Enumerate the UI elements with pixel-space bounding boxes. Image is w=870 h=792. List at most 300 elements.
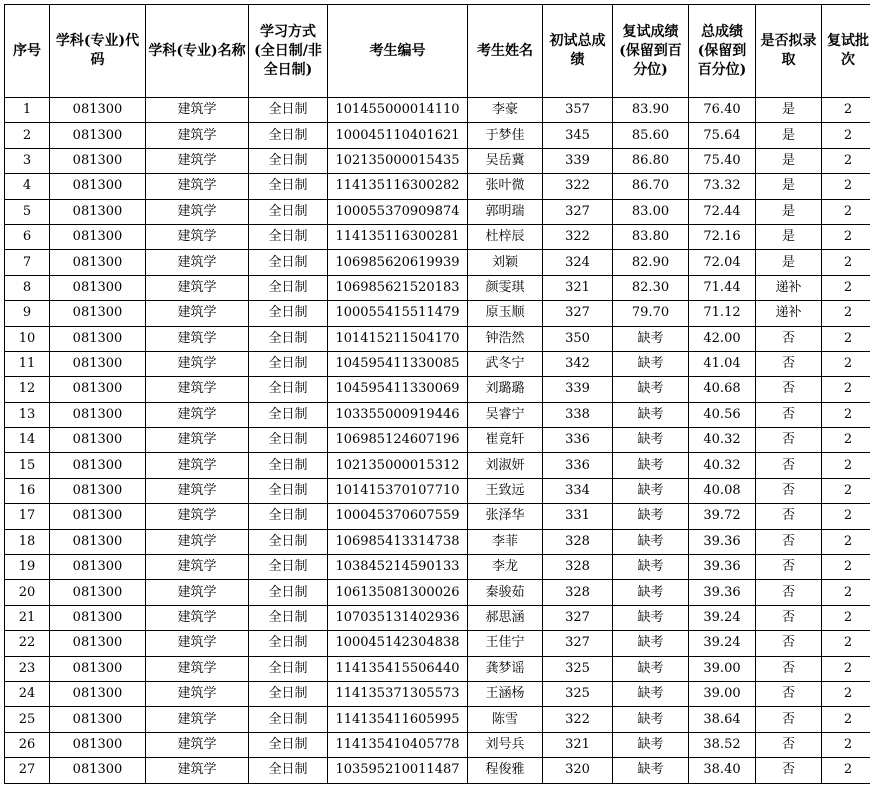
- cell-candidate-name: 吴岳冀: [468, 148, 543, 173]
- table-row: [5, 478, 870, 503]
- header-cell: 是否拟录取: [756, 5, 822, 98]
- cell-candidate-name: 刘淑妍: [468, 453, 543, 478]
- cell-prelim-score: 322: [543, 174, 613, 199]
- cell-candidate-id: 101415370107710: [328, 478, 468, 503]
- cell-admit-status: 递补: [756, 275, 822, 300]
- cell-major-code: 081300: [50, 656, 146, 681]
- cell-major-name: 建筑学: [146, 98, 249, 123]
- cell-study-mode: 全日制: [249, 681, 328, 706]
- cell-prelim-score: 327: [543, 301, 613, 326]
- cell-admit-status: 否: [756, 453, 822, 478]
- cell-candidate-id: 106985621520183: [328, 275, 468, 300]
- cell-candidate-id: 114135415506440: [328, 656, 468, 681]
- cell-admit-status: 是: [756, 98, 822, 123]
- cell-major-name: 建筑学: [146, 402, 249, 427]
- table-row: [5, 580, 870, 605]
- cell-major-code: 081300: [50, 250, 146, 275]
- cell-major-code: 081300: [50, 301, 146, 326]
- cell-prelim-score: 350: [543, 326, 613, 351]
- cell-candidate-name: 李龙: [468, 555, 543, 580]
- table-row: [5, 377, 870, 402]
- cell-major-name: 建筑学: [146, 555, 249, 580]
- cell-retest-batch: 2: [822, 631, 870, 656]
- cell-retest-score: 缺考: [613, 478, 689, 503]
- cell-major-code: 081300: [50, 402, 146, 427]
- cell-candidate-name: 刘颖: [468, 250, 543, 275]
- cell-major-name: 建筑学: [146, 224, 249, 249]
- cell-prelim-score: 338: [543, 402, 613, 427]
- cell-prelim-score: 328: [543, 580, 613, 605]
- cell-candidate-id: 106985124607196: [328, 428, 468, 453]
- table-row: [5, 351, 870, 376]
- cell-major-code: 081300: [50, 580, 146, 605]
- cell-total-score: 38.52: [689, 732, 756, 757]
- cell-seq: 17: [5, 504, 50, 529]
- cell-retest-batch: 2: [822, 275, 870, 300]
- cell-major-code: 081300: [50, 224, 146, 249]
- cell-major-name: 建筑学: [146, 275, 249, 300]
- cell-candidate-name: 于梦佳: [468, 123, 543, 148]
- table-row: [5, 453, 870, 478]
- header-cell: 考生编号: [328, 5, 468, 98]
- cell-major-name: 建筑学: [146, 351, 249, 376]
- cell-prelim-score: 320: [543, 758, 613, 783]
- cell-admit-status: 是: [756, 224, 822, 249]
- cell-study-mode: 全日制: [249, 758, 328, 783]
- table-row: [5, 326, 870, 351]
- cell-total-score: 40.32: [689, 453, 756, 478]
- cell-candidate-id: 106985413314738: [328, 529, 468, 554]
- cell-total-score: 39.24: [689, 605, 756, 630]
- cell-seq: 14: [5, 428, 50, 453]
- cell-seq: 12: [5, 377, 50, 402]
- cell-prelim-score: 334: [543, 478, 613, 503]
- cell-prelim-score: 342: [543, 351, 613, 376]
- cell-admit-status: 是: [756, 250, 822, 275]
- cell-admit-status: 是: [756, 148, 822, 173]
- cell-seq: 18: [5, 529, 50, 554]
- cell-seq: 11: [5, 351, 50, 376]
- cell-candidate-id: 103355000919446: [328, 402, 468, 427]
- cell-major-name: 建筑学: [146, 123, 249, 148]
- cell-admit-status: 否: [756, 732, 822, 757]
- cell-total-score: 38.40: [689, 758, 756, 783]
- cell-prelim-score: 357: [543, 98, 613, 123]
- cell-major-name: 建筑学: [146, 326, 249, 351]
- cell-admit-status: 否: [756, 504, 822, 529]
- header-cell: 学习方式(全日制/非全日制): [249, 5, 328, 98]
- cell-prelim-score: 339: [543, 148, 613, 173]
- table-row: [5, 301, 870, 326]
- cell-seq: 8: [5, 275, 50, 300]
- cell-major-name: 建筑学: [146, 377, 249, 402]
- cell-retest-batch: 2: [822, 199, 870, 224]
- cell-retest-batch: 2: [822, 504, 870, 529]
- cell-retest-score: 85.60: [613, 123, 689, 148]
- cell-seq: 26: [5, 732, 50, 757]
- cell-major-name: 建筑学: [146, 707, 249, 732]
- cell-admit-status: 否: [756, 478, 822, 503]
- table-row: [5, 428, 870, 453]
- cell-study-mode: 全日制: [249, 275, 328, 300]
- cell-major-code: 081300: [50, 199, 146, 224]
- cell-candidate-name: 张叶微: [468, 174, 543, 199]
- cell-admit-status: 是: [756, 199, 822, 224]
- cell-candidate-name: 王涵杨: [468, 681, 543, 706]
- cell-study-mode: 全日制: [249, 605, 328, 630]
- header-cell: 学科(专业)代码: [50, 5, 146, 98]
- cell-study-mode: 全日制: [249, 504, 328, 529]
- cell-study-mode: 全日制: [249, 631, 328, 656]
- cell-retest-batch: 2: [822, 478, 870, 503]
- cell-major-name: 建筑学: [146, 478, 249, 503]
- cell-total-score: 71.12: [689, 301, 756, 326]
- cell-admit-status: 否: [756, 605, 822, 630]
- cell-major-name: 建筑学: [146, 732, 249, 757]
- table-row: [5, 250, 870, 275]
- cell-candidate-name: 程俊雅: [468, 758, 543, 783]
- table-row: [5, 224, 870, 249]
- cell-major-name: 建筑学: [146, 656, 249, 681]
- cell-total-score: 39.72: [689, 504, 756, 529]
- cell-study-mode: 全日制: [249, 555, 328, 580]
- cell-major-name: 建筑学: [146, 199, 249, 224]
- cell-total-score: 40.68: [689, 377, 756, 402]
- cell-seq: 27: [5, 758, 50, 783]
- cell-study-mode: 全日制: [249, 199, 328, 224]
- cell-retest-batch: 2: [822, 555, 870, 580]
- cell-prelim-score: 327: [543, 199, 613, 224]
- cell-retest-score: 86.80: [613, 148, 689, 173]
- cell-major-code: 081300: [50, 148, 146, 173]
- cell-prelim-score: 325: [543, 656, 613, 681]
- cell-retest-score: 缺考: [613, 529, 689, 554]
- cell-major-code: 081300: [50, 631, 146, 656]
- cell-major-name: 建筑学: [146, 148, 249, 173]
- table-row: [5, 758, 870, 783]
- table-row: [5, 555, 870, 580]
- cell-candidate-id: 114135371305573: [328, 681, 468, 706]
- cell-admit-status: 否: [756, 580, 822, 605]
- table-row: [5, 605, 870, 630]
- cell-retest-batch: 2: [822, 605, 870, 630]
- cell-prelim-score: 321: [543, 732, 613, 757]
- cell-candidate-name: 钟浩然: [468, 326, 543, 351]
- cell-retest-batch: 2: [822, 326, 870, 351]
- cell-retest-batch: 2: [822, 250, 870, 275]
- cell-candidate-name: 王致远: [468, 478, 543, 503]
- cell-retest-score: 79.70: [613, 301, 689, 326]
- cell-total-score: 39.24: [689, 631, 756, 656]
- cell-major-name: 建筑学: [146, 605, 249, 630]
- cell-retest-score: 83.90: [613, 98, 689, 123]
- cell-major-code: 081300: [50, 504, 146, 529]
- table-row: [5, 174, 870, 199]
- cell-seq: 25: [5, 707, 50, 732]
- cell-study-mode: 全日制: [249, 301, 328, 326]
- cell-prelim-score: 345: [543, 123, 613, 148]
- cell-study-mode: 全日制: [249, 377, 328, 402]
- table-body: [5, 98, 870, 784]
- cell-study-mode: 全日制: [249, 224, 328, 249]
- cell-major-code: 081300: [50, 453, 146, 478]
- cell-total-score: 39.36: [689, 555, 756, 580]
- header-cell: 考生姓名: [468, 5, 543, 98]
- cell-major-code: 081300: [50, 681, 146, 706]
- cell-prelim-score: 327: [543, 605, 613, 630]
- cell-seq: 4: [5, 174, 50, 199]
- cell-prelim-score: 321: [543, 275, 613, 300]
- cell-candidate-id: 100055370909874: [328, 199, 468, 224]
- cell-major-name: 建筑学: [146, 758, 249, 783]
- table-row: [5, 631, 870, 656]
- cell-seq: 20: [5, 580, 50, 605]
- cell-prelim-score: 331: [543, 504, 613, 529]
- cell-retest-batch: 2: [822, 428, 870, 453]
- header-row: [5, 5, 870, 98]
- cell-major-code: 081300: [50, 478, 146, 503]
- cell-retest-batch: 2: [822, 681, 870, 706]
- header-cell: 总成绩(保留到百分位): [689, 5, 756, 98]
- table-row: [5, 707, 870, 732]
- cell-study-mode: 全日制: [249, 148, 328, 173]
- cell-seq: 9: [5, 301, 50, 326]
- cell-admit-status: 是: [756, 123, 822, 148]
- cell-candidate-name: 李菲: [468, 529, 543, 554]
- table-row: [5, 123, 870, 148]
- cell-retest-score: 缺考: [613, 605, 689, 630]
- cell-candidate-name: 张泽华: [468, 504, 543, 529]
- cell-candidate-name: 郝思涵: [468, 605, 543, 630]
- table-row: [5, 148, 870, 173]
- cell-total-score: 72.04: [689, 250, 756, 275]
- cell-candidate-name: 龚梦谣: [468, 656, 543, 681]
- cell-admit-status: 否: [756, 656, 822, 681]
- cell-candidate-id: 101415211504170: [328, 326, 468, 351]
- cell-study-mode: 全日制: [249, 580, 328, 605]
- cell-seq: 19: [5, 555, 50, 580]
- cell-prelim-score: 328: [543, 555, 613, 580]
- cell-retest-batch: 2: [822, 402, 870, 427]
- cell-prelim-score: 336: [543, 428, 613, 453]
- cell-admit-status: 是: [756, 174, 822, 199]
- cell-retest-batch: 2: [822, 707, 870, 732]
- cell-study-mode: 全日制: [249, 123, 328, 148]
- cell-retest-score: 缺考: [613, 326, 689, 351]
- cell-total-score: 39.36: [689, 580, 756, 605]
- cell-total-score: 38.64: [689, 707, 756, 732]
- cell-retest-score: 缺考: [613, 631, 689, 656]
- cell-retest-score: 缺考: [613, 428, 689, 453]
- cell-candidate-id: 103595210011487: [328, 758, 468, 783]
- cell-retest-batch: 2: [822, 758, 870, 783]
- cell-retest-batch: 2: [822, 174, 870, 199]
- cell-major-code: 081300: [50, 732, 146, 757]
- cell-candidate-name: 吴睿宁: [468, 402, 543, 427]
- cell-seq: 2: [5, 123, 50, 148]
- cell-total-score: 39.36: [689, 529, 756, 554]
- cell-retest-score: 86.70: [613, 174, 689, 199]
- cell-seq: 6: [5, 224, 50, 249]
- table-row: [5, 681, 870, 706]
- cell-candidate-id: 106135081300026: [328, 580, 468, 605]
- cell-major-name: 建筑学: [146, 453, 249, 478]
- cell-retest-score: 缺考: [613, 504, 689, 529]
- cell-seq: 5: [5, 199, 50, 224]
- cell-retest-score: 缺考: [613, 402, 689, 427]
- cell-retest-score: 缺考: [613, 377, 689, 402]
- cell-candidate-name: 李豪: [468, 98, 543, 123]
- cell-candidate-name: 刘璐璐: [468, 377, 543, 402]
- cell-retest-batch: 2: [822, 377, 870, 402]
- table-row: [5, 656, 870, 681]
- cell-seq: 1: [5, 98, 50, 123]
- cell-study-mode: 全日制: [249, 326, 328, 351]
- cell-major-code: 081300: [50, 98, 146, 123]
- cell-candidate-id: 101455000014110: [328, 98, 468, 123]
- table-row: [5, 529, 870, 554]
- cell-candidate-name: 崔竟轩: [468, 428, 543, 453]
- cell-study-mode: 全日制: [249, 529, 328, 554]
- table-row: [5, 98, 870, 123]
- cell-total-score: 71.44: [689, 275, 756, 300]
- cell-candidate-name: 刘号兵: [468, 732, 543, 757]
- cell-retest-score: 缺考: [613, 555, 689, 580]
- cell-major-code: 081300: [50, 351, 146, 376]
- cell-prelim-score: 322: [543, 707, 613, 732]
- cell-candidate-id: 114135116300281: [328, 224, 468, 249]
- cell-major-name: 建筑学: [146, 250, 249, 275]
- cell-admit-status: 否: [756, 681, 822, 706]
- cell-prelim-score: 336: [543, 453, 613, 478]
- cell-admit-status: 否: [756, 377, 822, 402]
- cell-candidate-name: 王佳宁: [468, 631, 543, 656]
- cell-retest-score: 缺考: [613, 758, 689, 783]
- cell-candidate-id: 100045370607559: [328, 504, 468, 529]
- cell-major-name: 建筑学: [146, 681, 249, 706]
- cell-seq: 10: [5, 326, 50, 351]
- cell-admit-status: 否: [756, 326, 822, 351]
- cell-admit-status: 递补: [756, 301, 822, 326]
- cell-candidate-id: 114135411605995: [328, 707, 468, 732]
- cell-candidate-name: 郭明瑞: [468, 199, 543, 224]
- cell-seq: 23: [5, 656, 50, 681]
- cell-study-mode: 全日制: [249, 402, 328, 427]
- cell-major-name: 建筑学: [146, 174, 249, 199]
- cell-major-code: 081300: [50, 377, 146, 402]
- header-cell: 序号: [5, 5, 50, 98]
- cell-total-score: 39.00: [689, 681, 756, 706]
- cell-study-mode: 全日制: [249, 707, 328, 732]
- cell-retest-score: 缺考: [613, 656, 689, 681]
- cell-seq: 21: [5, 605, 50, 630]
- cell-prelim-score: 328: [543, 529, 613, 554]
- cell-major-code: 081300: [50, 758, 146, 783]
- table-row: [5, 504, 870, 529]
- cell-admit-status: 否: [756, 707, 822, 732]
- cell-major-name: 建筑学: [146, 631, 249, 656]
- cell-prelim-score: 339: [543, 377, 613, 402]
- cell-retest-score: 82.90: [613, 250, 689, 275]
- cell-retest-batch: 2: [822, 351, 870, 376]
- cell-retest-batch: 2: [822, 529, 870, 554]
- cell-major-name: 建筑学: [146, 529, 249, 554]
- cell-admit-status: 否: [756, 758, 822, 783]
- cell-major-code: 081300: [50, 428, 146, 453]
- cell-candidate-id: 103845214590133: [328, 555, 468, 580]
- cell-candidate-id: 102135000015312: [328, 453, 468, 478]
- cell-major-name: 建筑学: [146, 428, 249, 453]
- cell-total-score: 72.44: [689, 199, 756, 224]
- cell-study-mode: 全日制: [249, 174, 328, 199]
- cell-study-mode: 全日制: [249, 351, 328, 376]
- cell-study-mode: 全日制: [249, 250, 328, 275]
- cell-candidate-id: 100055415511479: [328, 301, 468, 326]
- cell-retest-batch: 2: [822, 580, 870, 605]
- cell-prelim-score: 322: [543, 224, 613, 249]
- cell-seq: 24: [5, 681, 50, 706]
- cell-candidate-id: 106985620619939: [328, 250, 468, 275]
- cell-total-score: 42.00: [689, 326, 756, 351]
- cell-study-mode: 全日制: [249, 98, 328, 123]
- cell-seq: 16: [5, 478, 50, 503]
- cell-total-score: 75.40: [689, 148, 756, 173]
- cell-total-score: 40.32: [689, 428, 756, 453]
- cell-admit-status: 否: [756, 529, 822, 554]
- cell-retest-score: 缺考: [613, 707, 689, 732]
- cell-candidate-id: 107035131402936: [328, 605, 468, 630]
- cell-major-name: 建筑学: [146, 504, 249, 529]
- cell-candidate-name: 武冬宁: [468, 351, 543, 376]
- cell-major-code: 081300: [50, 707, 146, 732]
- cell-major-code: 081300: [50, 555, 146, 580]
- cell-study-mode: 全日制: [249, 656, 328, 681]
- cell-study-mode: 全日制: [249, 453, 328, 478]
- cell-total-score: 73.32: [689, 174, 756, 199]
- cell-retest-score: 缺考: [613, 732, 689, 757]
- cell-candidate-name: 原玉顺: [468, 301, 543, 326]
- cell-admit-status: 否: [756, 631, 822, 656]
- cell-retest-score: 83.00: [613, 199, 689, 224]
- cell-prelim-score: 327: [543, 631, 613, 656]
- cell-retest-batch: 2: [822, 301, 870, 326]
- cell-retest-score: 83.80: [613, 224, 689, 249]
- cell-total-score: 72.16: [689, 224, 756, 249]
- cell-study-mode: 全日制: [249, 478, 328, 503]
- cell-candidate-id: 104595411330085: [328, 351, 468, 376]
- cell-total-score: 39.00: [689, 656, 756, 681]
- cell-retest-score: 缺考: [613, 351, 689, 376]
- cell-major-code: 081300: [50, 174, 146, 199]
- cell-total-score: 41.04: [689, 351, 756, 376]
- cell-candidate-id: 100045142304838: [328, 631, 468, 656]
- cell-total-score: 40.08: [689, 478, 756, 503]
- cell-major-code: 081300: [50, 529, 146, 554]
- cell-candidate-name: 颜雯琪: [468, 275, 543, 300]
- cell-candidate-id: 114135116300282: [328, 174, 468, 199]
- cell-retest-batch: 2: [822, 98, 870, 123]
- cell-admit-status: 否: [756, 428, 822, 453]
- cell-seq: 22: [5, 631, 50, 656]
- cell-retest-batch: 2: [822, 732, 870, 757]
- cell-prelim-score: 325: [543, 681, 613, 706]
- cell-seq: 3: [5, 148, 50, 173]
- cell-major-code: 081300: [50, 123, 146, 148]
- cell-candidate-name: 杜梓辰: [468, 224, 543, 249]
- cell-admit-status: 否: [756, 555, 822, 580]
- cell-total-score: 40.56: [689, 402, 756, 427]
- cell-retest-batch: 2: [822, 453, 870, 478]
